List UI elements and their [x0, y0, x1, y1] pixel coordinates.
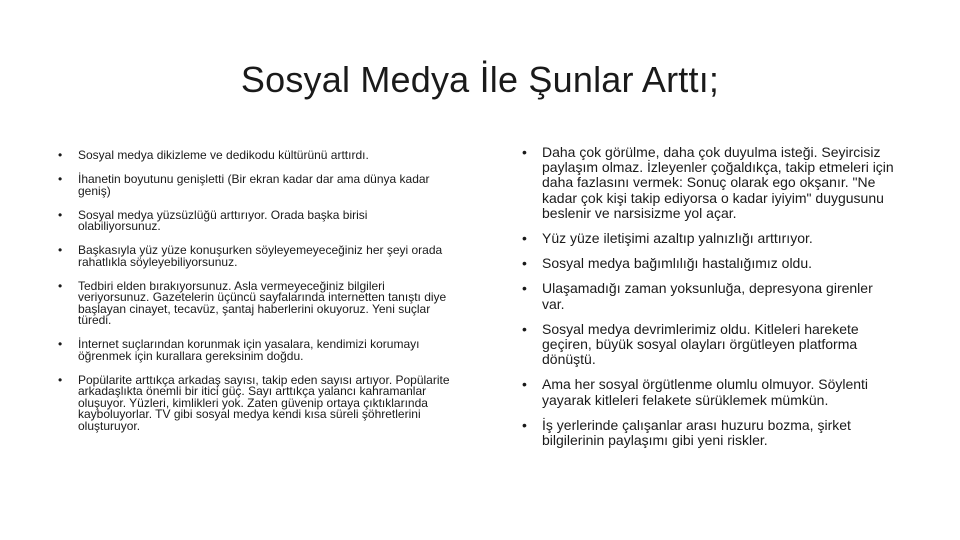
bullet-icon: • [522, 320, 527, 337]
list-item [58, 245, 450, 268]
list-item [522, 256, 894, 271]
bullet-icon: • [58, 337, 63, 351]
bullet-text: İş yerlerinde çalışanlar arası huzuru bozma, şirket bilgilerinin paylaşımı gibi yeni riskler. [542, 416, 851, 449]
bullet-text: Tedbiri elden bırakıyorsunuz. Asla vermeyeceğiniz bilgileri veriyorsunuz. Gazetelerin üçüncü sayfalarında internetten tanıştı diye başlayan cinayet, tecavüz, şantaj haberlerini okuyoruz. Yeni suçlar türedi. [78, 278, 447, 327]
bullet-icon: • [522, 144, 527, 160]
bullet-text: Ulaşamadığı zaman yoksunluğa, depresyona girenler var. [542, 280, 873, 312]
bullet-text: Yüz yüze iletişimi azaltıp yalnızlığı arttırıyor. [542, 230, 813, 247]
slide-title: Sosyal Medya İle Şunlar Arttı; [240, 59, 720, 100]
bullet-icon: • [58, 207, 63, 222]
bullet-text: Sosyal medya dikizleme ve dedikodu kültürünü arttırdı. [78, 148, 369, 162]
list-item [522, 281, 894, 311]
bullet-text: Sosyal medya yüzsüzlüğü arttırıyor. Orada başka birisi olabiliyorsunuz. [78, 207, 368, 233]
bullet-icon: • [58, 243, 63, 257]
bullet-icon: • [58, 278, 63, 293]
bullet-text: İhanetin boyutunu genişletti (Bir ekran kadar dar ama dünya kadar geniş) [78, 172, 430, 198]
bullet-text: Sosyal medya devrimlerimiz oldu. Kitleleri harekete geçiren, büyük sosyal olayları örgütleyen platforma dönüştü. [542, 320, 859, 368]
list-item [58, 339, 450, 362]
bullet-text: Başkasıyla yüz yüze konuşurken söyleyemeyeceğiniz her şeyi orada rahatlıkla söyleyebiliyorsunuz. [78, 243, 443, 269]
bullet-icon: • [58, 148, 63, 162]
list-item [58, 278, 450, 327]
list-item [522, 377, 894, 407]
list-item [58, 207, 450, 233]
bullet-icon: • [58, 372, 63, 387]
bullet-text: Daha çok görülme, daha çok duyulma isteği. Seyircisiz paylaşım olmaz. İzleyenler çoğaldıkça, takip etmeleri için daha fazlasını vermek: Sonuç olarak ego okşanır. "Ne kadar çok kişi takip ediyorsa o kadar iyiyim" duygusunu beslenir ve narsisizme yol açar. [542, 144, 894, 221]
bullet-text: İnternet suçlarından korunmak için yasalara, kendimizi korumayı öğrenmek için kurallara gereksinim doğdu. [78, 337, 420, 363]
bullet-icon: • [522, 416, 527, 433]
left-bullet-list [58, 150, 450, 445]
list-item [58, 150, 450, 162]
list-item [522, 145, 894, 221]
list-item [522, 418, 894, 448]
list-item [58, 372, 450, 433]
bullet-text: Popülarite arttıkça arkadaş sayısı, takip eden sayısı artıyor. Popülarite arkadaşlıkta önemli bir itici güç. Sayı arttıkça yalancı kahramanlar oluşuyor. Yüzleri, kimlikleri yok. Zaten güvenip ortaya çıktıklarında kayboluyorlar. TV gibi sosyal medya kendi kısa süreli şöhretlerini oluşturuyor. [78, 372, 450, 433]
bullet-icon: • [522, 255, 527, 272]
bullet-icon: • [522, 280, 527, 297]
bullet-icon: • [522, 376, 527, 393]
list-item [58, 174, 450, 197]
bullet-text: Ama her sosyal örgütlenme olumlu olmuyor. Söylenti yayarak kitleleri felakete sürüklemek mümkün. [542, 376, 869, 408]
list-item [522, 322, 894, 368]
right-bullet-list [522, 145, 894, 458]
bullet-icon: • [522, 230, 527, 247]
bullet-icon: • [58, 172, 63, 186]
list-item [522, 231, 894, 246]
bullet-text: Sosyal medya bağımlılığı hastalığımız oldu. [542, 255, 813, 272]
